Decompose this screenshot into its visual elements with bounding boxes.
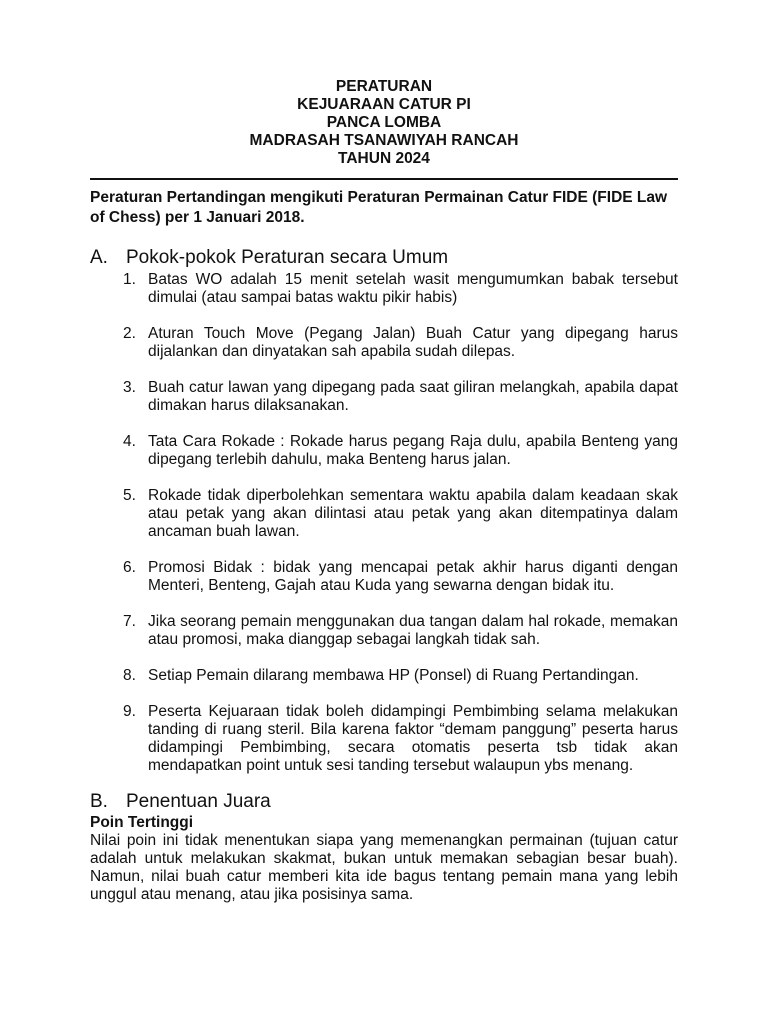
poin-tertinggi-paragraph: Nilai poin ini tidak menentukan siapa yang memenangkan permainan (tujuan catur adalah untuk melakukan skakmat, bukan untuk memakan sebagian besar buah). Namun, nilai buah catur memberi kita ide bagus tentang pemain mana yang lebih unggul atau menang, atau jika posisinya sama. xyxy=(90,832,678,903)
title-line-5: TAHUN 2024 xyxy=(338,150,430,167)
section-b-letter: B. xyxy=(90,791,108,812)
list-item-number: 3. xyxy=(123,379,136,396)
list-item-text: Aturan Touch Move (Pegang Jalan) Buah Catur yang dipegang harus dijalankan dan dinyatakan sah apabila sudah dilepas. xyxy=(148,325,678,360)
list-item-text: Buah catur lawan yang dipegang pada saat giliran melangkah, apabila dapat dimakan harus dilaksanakan. xyxy=(148,379,678,414)
list-item-text: Peserta Kejuaraan tidak boleh didampingi Pembimbing selama melakukan tanding di ruang steril. Bila karena faktor “demam panggung” peserta harus didampingi Pembimbing, secara otomatis peserta tsb tidak akan mendapatkan point untuk sesi tanding tersebut walaupun ybs menang. xyxy=(148,703,678,774)
section-b-heading xyxy=(90,791,678,813)
title-line-3: PANCA LOMBA xyxy=(326,114,442,131)
list-item-number: 4. xyxy=(123,433,136,450)
intro-statement: Peraturan Pertandingan mengikuti Peraturan Permainan Catur FIDE (FIDE Law of Chess) per 1 Januari 2018. xyxy=(90,189,668,226)
section-a-heading xyxy=(90,247,678,269)
list-item xyxy=(123,613,678,649)
title-line-1: PERATURAN xyxy=(335,78,433,95)
list-item-number: 1. xyxy=(123,271,136,288)
list-item-text: Tata Cara Rokade : Rokade harus pegang Raja dulu, apabila Benteng yang dipegang terlebih dahulu, maka Benteng harus jalan. xyxy=(148,433,678,468)
section-a-title: Pokok-pokok Peraturan secara Umum xyxy=(126,247,449,268)
list-item-number: 9. xyxy=(123,703,136,720)
title-divider xyxy=(90,178,678,180)
list-item-text: Rokade tidak diperbolehkan sementara waktu apabila dalam keadaan skak atau petak yang akan dilintasi atau petak yang akan ditempatinya dalam ancaman buah lawan. xyxy=(148,487,678,540)
rules-list xyxy=(90,271,678,775)
list-item-text: Setiap Pemain dilarang membawa HP (Ponsel) di Ruang Pertandingan. xyxy=(148,667,639,684)
list-item xyxy=(123,433,678,469)
list-item xyxy=(123,667,678,685)
list-item xyxy=(123,487,678,541)
list-item-text: Promosi Bidak : bidak yang mencapai petak akhir harus diganti dengan Menteri, Benteng, Gajah atau Kuda yang sewarna dengan bidak itu. xyxy=(148,559,678,594)
poin-tertinggi-subheading: Poin Tertinggi xyxy=(90,814,194,831)
title-line-4: MADRASAH TSANAWIYAH RANCAH xyxy=(249,132,519,149)
document-title xyxy=(90,78,678,168)
document-page xyxy=(90,78,678,904)
list-item-number: 2. xyxy=(123,325,136,342)
section-b-title: Penentuan Juara xyxy=(126,791,271,812)
list-item-text: Batas WO adalah 15 menit setelah wasit mengumumkan babak tersebut dimulai (atau sampai batas waktu pikir habis) xyxy=(148,271,678,306)
list-item xyxy=(123,559,678,595)
list-item xyxy=(123,325,678,361)
list-item-number: 5. xyxy=(123,487,136,504)
list-item xyxy=(123,703,678,775)
list-item-text: Jika seorang pemain menggunakan dua tangan dalam hal rokade, memakan atau promosi, maka dianggap sebagai langkah tidak sah. xyxy=(148,613,678,648)
section-a-letter: A. xyxy=(90,247,108,268)
list-item xyxy=(123,379,678,415)
list-item-number: 7. xyxy=(123,613,136,630)
title-line-2: KEJUARAAN CATUR PI xyxy=(297,96,471,113)
list-item-number: 8. xyxy=(123,667,136,684)
list-item xyxy=(123,271,678,307)
list-item-number: 6. xyxy=(123,559,136,576)
